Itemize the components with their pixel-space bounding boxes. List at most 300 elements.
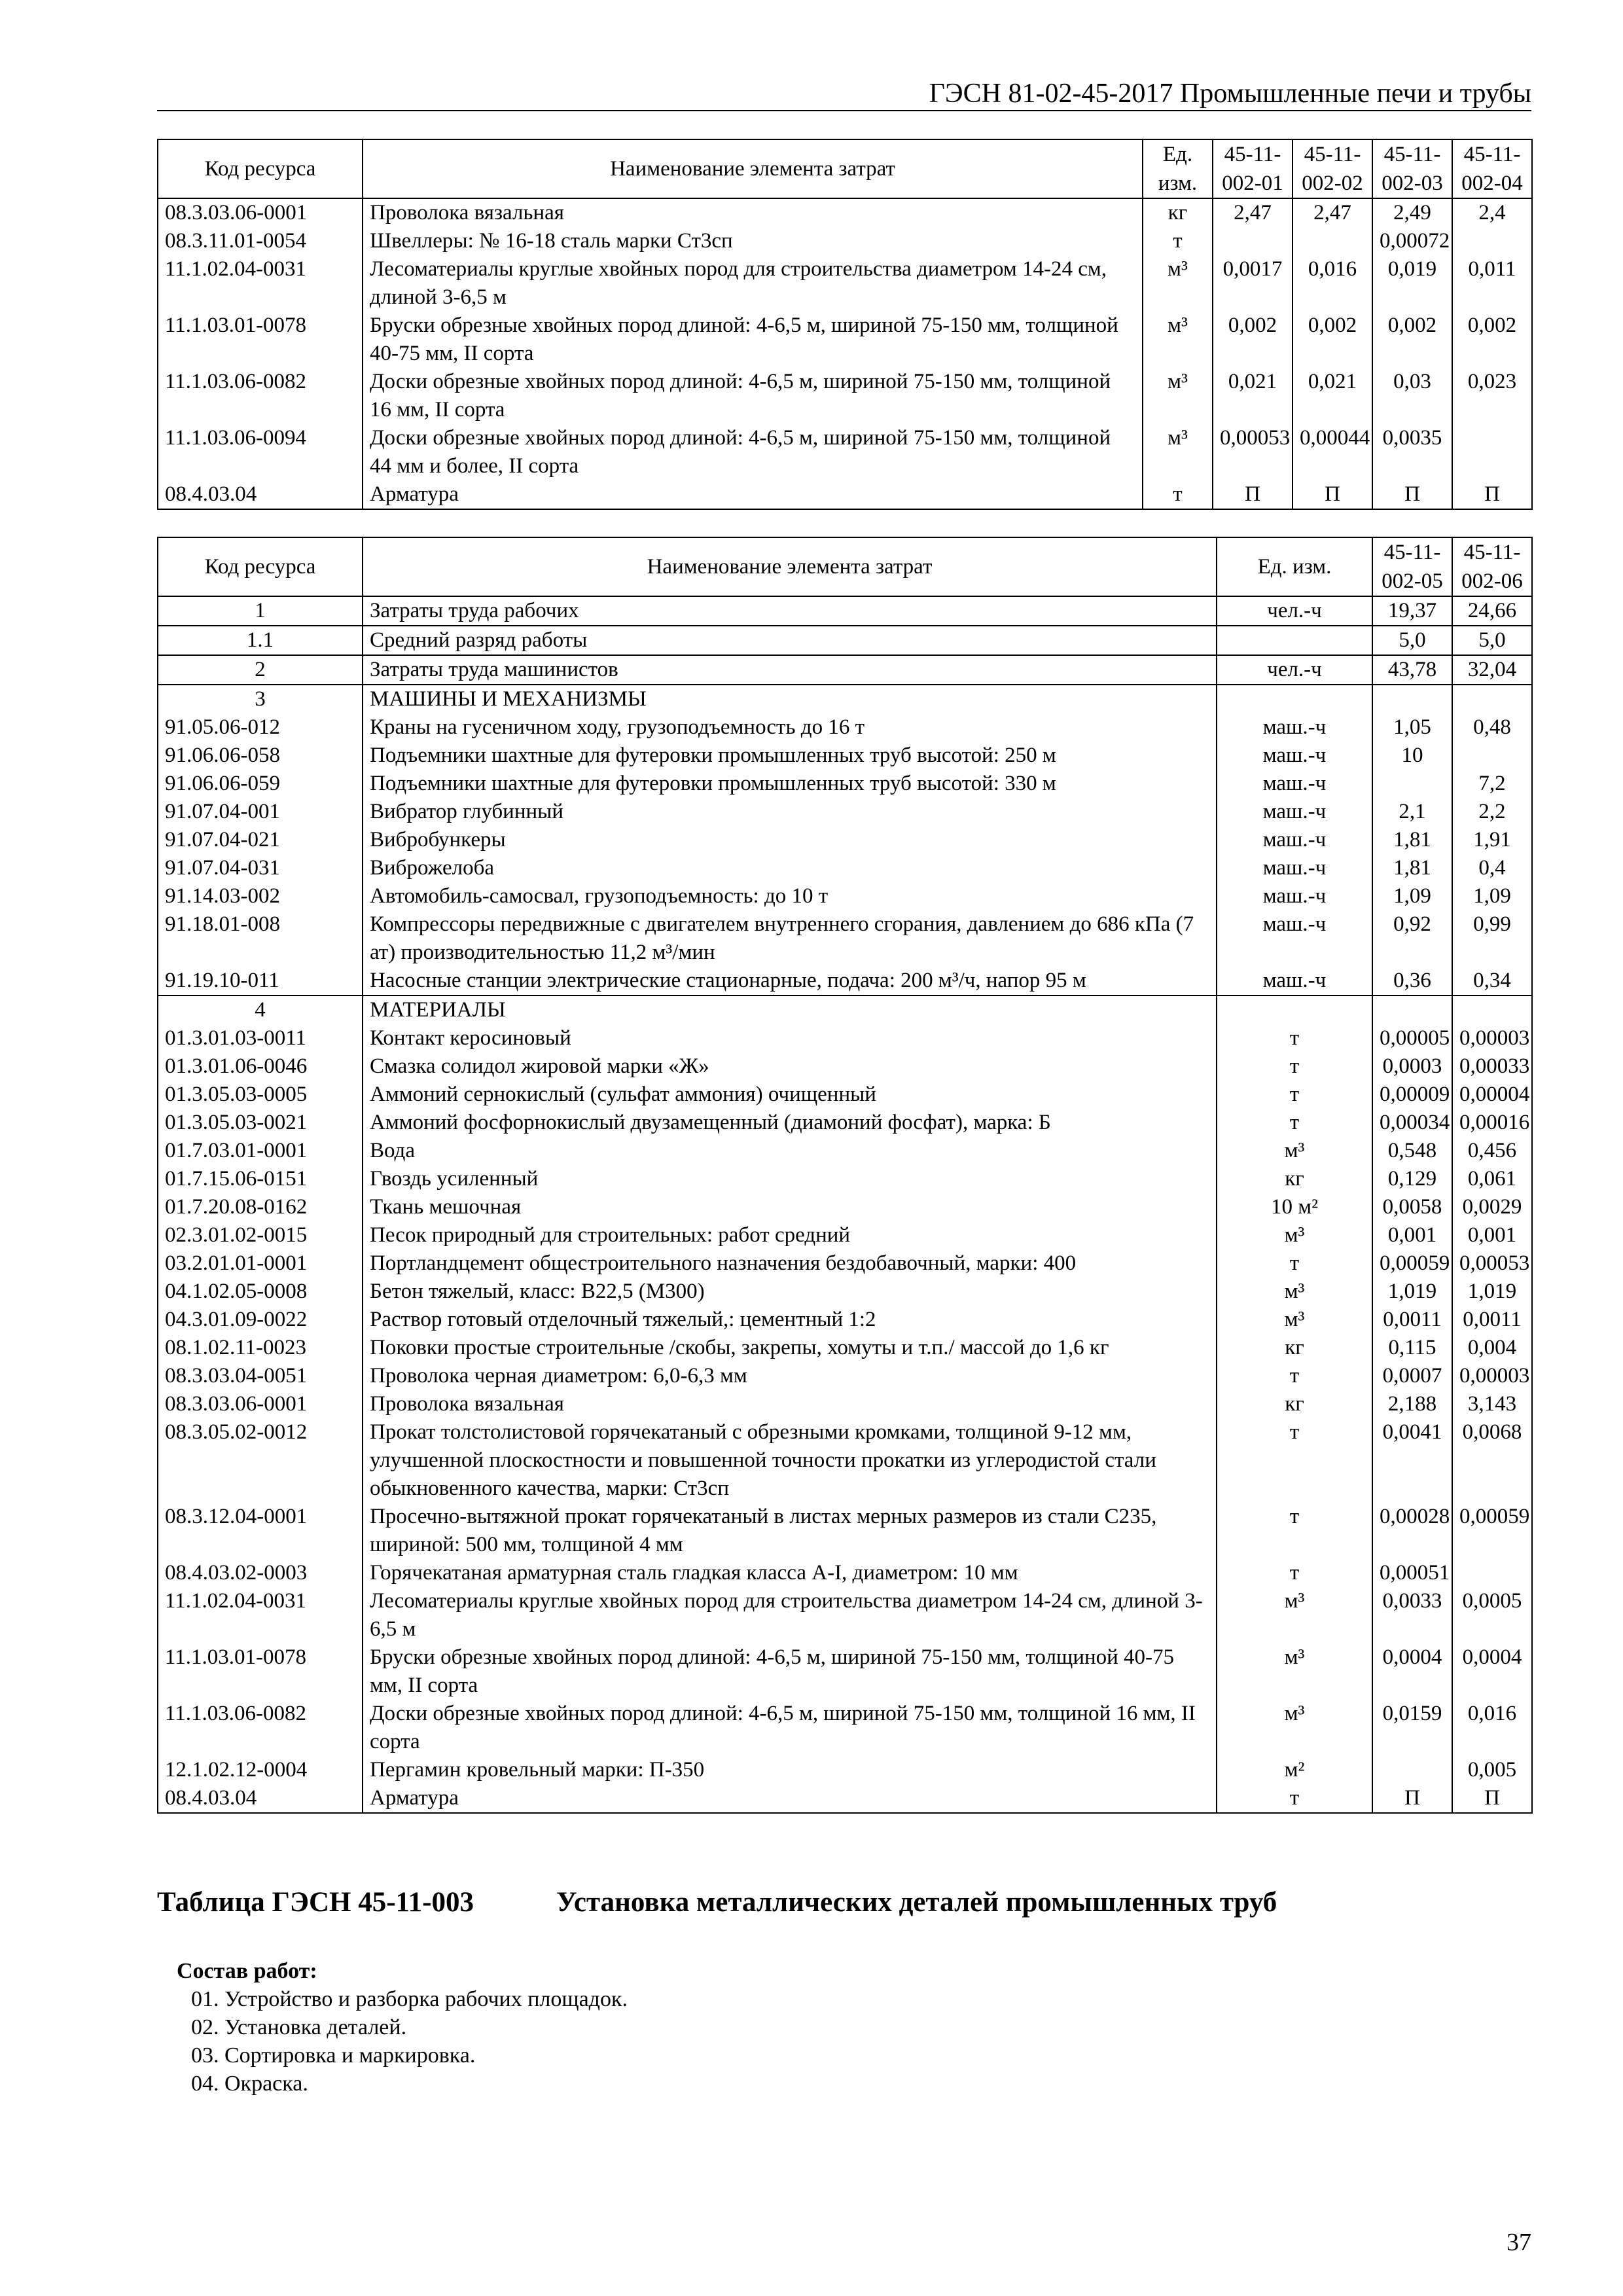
works-item: 04. Окраска.	[191, 2072, 308, 2096]
cell-value	[1213, 227, 1293, 255]
cell-value: 2,47	[1213, 198, 1293, 227]
table-row	[158, 882, 1532, 910]
table-row	[158, 1390, 1532, 1418]
cell-value: 19,37	[1372, 596, 1452, 626]
cell-value: 2,47	[1293, 198, 1372, 227]
cell-value: 0,00053	[1452, 1249, 1532, 1278]
table-row	[158, 1503, 1532, 1559]
cell-value: 0,00005	[1372, 1024, 1452, 1052]
cell-value: 0,016	[1293, 255, 1372, 312]
cell-code: 08.3.12.04-0001	[158, 1503, 363, 1559]
works-item: 03. Сортировка и маркировка.	[191, 2043, 476, 2068]
cell-value: 0,4	[1452, 854, 1532, 882]
cell-value: 0,002	[1213, 312, 1293, 368]
cell-value: 0,0035	[1372, 424, 1452, 480]
cell-value: 0,0017	[1213, 255, 1293, 312]
cell-unit: т	[1217, 1024, 1372, 1052]
table-row	[158, 826, 1532, 854]
table-row	[158, 1334, 1532, 1362]
cell-code: 91.07.04-001	[158, 798, 363, 826]
cell-value: 0,00028	[1372, 1503, 1452, 1559]
cell-value: 0,002	[1293, 312, 1372, 368]
cell-value: 0,00044	[1293, 424, 1372, 480]
cell-value: 0,021	[1213, 368, 1293, 424]
cell-value	[1452, 1559, 1532, 1587]
cell-code: 08.3.03.06-0001	[158, 198, 363, 227]
cell-unit: кг	[1143, 198, 1213, 227]
cell-unit: м³	[1217, 1587, 1372, 1643]
cell-value: 2,1	[1372, 798, 1452, 826]
cell-unit: м³	[1143, 368, 1213, 424]
cell-name: Вибробункеры	[363, 826, 1217, 854]
cell-code: 01.7.20.08-0162	[158, 1193, 363, 1221]
col-header-norm: 45-11-002-04	[1452, 139, 1532, 198]
cell-value: 0,129	[1372, 1165, 1452, 1193]
resource-table-2	[157, 537, 1533, 1814]
cell-value: 2,49	[1372, 198, 1452, 227]
cell-code: 91.05.06-012	[158, 713, 363, 742]
cell-unit: маш.-ч	[1217, 882, 1372, 910]
cell-name: Бетон тяжелый, класс: В22,5 (М300)	[363, 1278, 1217, 1306]
cell-unit: маш.-ч	[1217, 798, 1372, 826]
cell-unit: 10 м²	[1217, 1193, 1372, 1221]
cell-value: 0,00072	[1372, 227, 1452, 255]
cell-value: 0,0159	[1372, 1700, 1452, 1756]
col-header-norm: 45-11-002-02	[1293, 139, 1372, 198]
cell-value: 0,0011	[1372, 1306, 1452, 1334]
cell-name: Контакт керосиновый	[363, 1024, 1217, 1052]
cell-value: 0,0003	[1372, 1052, 1452, 1081]
cell-code: 02.3.01.02-0015	[158, 1221, 363, 1249]
cell-code: 91.07.04-021	[158, 826, 363, 854]
cell-name: Пергамин кровельный марки: П-350	[363, 1756, 1217, 1784]
cell-code: 08.4.03.02-0003	[158, 1559, 363, 1587]
table-code: Таблица ГЭСН 45-11-003	[157, 1887, 474, 1918]
cell-name: Швеллеры: № 16-18 сталь марки Ст3сп	[363, 227, 1143, 255]
cell-name: Бруски обрезные хвойных пород длиной: 4-6,5 м, шириной 75-150 мм, толщиной 40-75 мм, II сорта	[363, 1643, 1217, 1700]
cell-code: 01.3.01.03-0011	[158, 1024, 363, 1052]
empty-cell	[1372, 685, 1452, 713]
cell-value: 0,0029	[1452, 1193, 1532, 1221]
cell-value: 0,0068	[1452, 1418, 1532, 1503]
cell-value: 0,00009	[1372, 1081, 1452, 1109]
cell-name: Песок природный для строительных: работ средний	[363, 1221, 1217, 1249]
table-row	[158, 1700, 1532, 1756]
cell-code: 91.19.10-011	[158, 967, 363, 996]
cell-name: Подъемники шахтные для футеровки промышленных труб высотой: 330 м	[363, 770, 1217, 798]
cell-unit: маш.-ч	[1217, 770, 1372, 798]
empty-cell	[1217, 685, 1372, 713]
cell-name: Краны на гусеничном ходу, грузоподъемность до 16 т	[363, 713, 1217, 742]
cell-unit: чел.-ч	[1217, 655, 1372, 685]
empty-cell	[1217, 996, 1372, 1024]
works-item: 01. Устройство и разборка рабочих площадок.	[191, 1987, 628, 2011]
cell-value: 0,019	[1372, 255, 1452, 312]
header-title: ГЭСН 81-02-45-2017 Промышленные печи и трубы	[929, 79, 1531, 109]
cell-name: Арматура	[363, 480, 1143, 509]
cell-code: 08.3.03.04-0051	[158, 1362, 363, 1390]
cell-value: 1,91	[1452, 826, 1532, 854]
table-row	[158, 910, 1532, 967]
cell-value: 0,002	[1372, 312, 1452, 368]
col-header-code: Код ресурса	[158, 537, 363, 596]
labor-row	[158, 626, 1532, 655]
cell-code: 04.1.02.05-0008	[158, 1278, 363, 1306]
cell-value: 0,004	[1452, 1334, 1532, 1362]
cell-unit: кг	[1217, 1390, 1372, 1418]
cell-name: Доски обрезные хвойных пород длиной: 4-6,5 м, шириной 75-150 мм, толщиной 16 мм, II сорта	[363, 368, 1143, 424]
table-row	[158, 1137, 1532, 1165]
table-row	[158, 1193, 1532, 1221]
cell-unit: м³	[1217, 1137, 1372, 1165]
cell-value: 0,00003	[1452, 1024, 1532, 1052]
cell-value: П	[1372, 480, 1452, 509]
table-row	[158, 1587, 1532, 1643]
table-row	[158, 1362, 1532, 1390]
cell-value: 0,00051	[1372, 1559, 1452, 1587]
empty-cell	[1452, 685, 1532, 713]
col-header-unit: Ед. изм.	[1217, 537, 1372, 596]
cell-name: Доски обрезные хвойных пород длиной: 4-6,5 м, шириной 75-150 мм, толщиной 16 мм, II сорта	[363, 1700, 1217, 1756]
cell-unit: т	[1217, 1362, 1372, 1390]
cell-value	[1372, 1756, 1452, 1784]
cell-unit: маш.-ч	[1217, 967, 1372, 996]
cell-value: П	[1452, 1784, 1532, 1813]
cell-code: 11.1.02.04-0031	[158, 1587, 363, 1643]
section-row	[158, 685, 1532, 713]
col-header-name: Наименование элемента затрат	[363, 537, 1217, 596]
cell-name: Раствор готовый отделочный тяжелый,: цементный 1:2	[363, 1306, 1217, 1334]
cell-code: 11.1.03.06-0082	[158, 1700, 363, 1756]
cell-value: 7,2	[1452, 770, 1532, 798]
cell-value: 0,00033	[1452, 1052, 1532, 1081]
table-row	[158, 967, 1532, 996]
cell-code: 03.2.01.01-0001	[158, 1249, 363, 1278]
cell-unit: маш.-ч	[1217, 826, 1372, 854]
col-header-unit: Ед. изм.	[1143, 139, 1213, 198]
cell-value: 0,0005	[1452, 1587, 1532, 1643]
cell-code: 11.1.02.04-0031	[158, 255, 363, 312]
col-header-norm: 45-11-002-05	[1372, 537, 1452, 596]
cell-code: 11.1.03.01-0078	[158, 312, 363, 368]
cell-value: 1,09	[1452, 882, 1532, 910]
page-number: 37	[1507, 2229, 1531, 2256]
cell-value: 1,81	[1372, 826, 1452, 854]
cell-unit: кг	[1217, 1165, 1372, 1193]
cell-unit: м³	[1217, 1700, 1372, 1756]
section-name: МАТЕРИАЛЫ	[363, 996, 1217, 1024]
cell-unit: м²	[1217, 1756, 1372, 1784]
cell-value: 24,66	[1452, 596, 1532, 626]
section-row	[158, 996, 1532, 1024]
cell-unit	[1217, 626, 1372, 655]
cell-value: П	[1293, 480, 1372, 509]
cell-value: 0,48	[1452, 713, 1532, 742]
cell-name: Средний разряд работы	[363, 626, 1217, 655]
empty-cell	[1372, 996, 1452, 1024]
cell-value: 0,456	[1452, 1137, 1532, 1165]
cell-name: Портландцемент общестроительного назначения бездобавочный, марки: 400	[363, 1249, 1217, 1278]
table-row	[158, 1109, 1532, 1137]
cell-unit: чел.-ч	[1217, 596, 1372, 626]
cell-unit: м³	[1143, 424, 1213, 480]
page-header	[157, 77, 1531, 111]
cell-name: Автомобиль-самосвал, грузоподъемность: до 10 т	[363, 882, 1217, 910]
cell-code: 11.1.03.01-0078	[158, 1643, 363, 1700]
cell-value: 0,0041	[1372, 1418, 1452, 1503]
table-row	[158, 198, 1532, 227]
cell-name: Вода	[363, 1137, 1217, 1165]
cell-code: 91.18.01-008	[158, 910, 363, 967]
table-row	[158, 255, 1532, 312]
section-number: 4	[158, 996, 363, 1024]
cell-code: 08.3.05.02-0012	[158, 1418, 363, 1503]
col-header-code: Код ресурса	[158, 139, 363, 198]
col-header-norm: 45-11-002-06	[1452, 537, 1532, 596]
cell-value: 1,05	[1372, 713, 1452, 742]
cell-code: 01.3.01.06-0046	[158, 1052, 363, 1081]
cell-name: Горячекатаная арматурная сталь гладкая класса А-I, диаметром: 10 мм	[363, 1559, 1217, 1587]
table-row	[158, 480, 1532, 509]
works-composition	[177, 1957, 628, 2098]
cell-name: Бруски обрезные хвойных пород длиной: 4-6,5 м, шириной 75-150 мм, толщиной 40-75 мм, II сорта	[363, 312, 1143, 368]
cell-name: Виброжелоба	[363, 854, 1217, 882]
cell-name: Аммоний сернокислый (сульфат аммония) очищенный	[363, 1081, 1217, 1109]
cell-code: 08.4.03.04	[158, 480, 363, 509]
cell-value: 0,115	[1372, 1334, 1452, 1362]
cell-unit: кг	[1217, 1334, 1372, 1362]
table-row	[158, 1081, 1532, 1109]
cell-name: Смазка солидол жировой марки «Ж»	[363, 1052, 1217, 1081]
section-name: МАШИНЫ И МЕХАНИЗМЫ	[363, 685, 1217, 713]
col-header-name: Наименование элемента затрат	[363, 139, 1143, 198]
cell-value: 0,016	[1452, 1700, 1532, 1756]
cell-name: Ткань мешочная	[363, 1193, 1217, 1221]
cell-value: 0,00053	[1213, 424, 1293, 480]
table-row	[158, 1784, 1532, 1813]
cell-value: 32,04	[1452, 655, 1532, 685]
table-row	[158, 1559, 1532, 1587]
cell-value: 2,188	[1372, 1390, 1452, 1418]
cell-name: Лесоматериалы круглые хвойных пород для строительства диаметром 14-24 см, длиной 3-6,5 м	[363, 1587, 1217, 1643]
cell-value: 0,03	[1372, 368, 1452, 424]
cell-code: 08.3.11.01-0054	[158, 227, 363, 255]
cell-value: 0,34	[1452, 967, 1532, 996]
cell-value: 1,019	[1372, 1278, 1452, 1306]
cell-unit: т	[1217, 1052, 1372, 1081]
cell-unit: т	[1217, 1503, 1372, 1559]
cell-value: 0,0004	[1452, 1643, 1532, 1700]
table-row	[158, 1643, 1532, 1700]
cell-value: 2,4	[1452, 198, 1532, 227]
table-row	[158, 368, 1532, 424]
cell-unit: т	[1217, 1249, 1372, 1278]
table-row	[158, 312, 1532, 368]
cell-value: 0,061	[1452, 1165, 1532, 1193]
cell-code: 91.07.04-031	[158, 854, 363, 882]
cell-code: 2	[158, 655, 363, 685]
cell-value: 0,021	[1293, 368, 1372, 424]
cell-name: Лесоматериалы круглые хвойных пород для строительства диаметром 14-24 см, длиной 3-6,5 м	[363, 255, 1143, 312]
empty-cell	[1452, 996, 1532, 1024]
cell-value: 10	[1372, 742, 1452, 770]
cell-value: 0,002	[1452, 312, 1532, 368]
cell-value: П	[1213, 480, 1293, 509]
cell-code: 08.4.03.04	[158, 1784, 363, 1813]
table-row	[158, 798, 1532, 826]
table-row	[158, 742, 1532, 770]
labor-row	[158, 596, 1532, 626]
col-header-norm: 45-11-002-03	[1372, 139, 1452, 198]
cell-unit: м³	[1143, 255, 1213, 312]
table-row	[158, 1165, 1532, 1193]
cell-name: Затраты труда рабочих	[363, 596, 1217, 626]
cell-name: Доски обрезные хвойных пород длиной: 4-6,5 м, шириной 75-150 мм, толщиной 44 мм и более, II сорта	[363, 424, 1143, 480]
table-row	[158, 1052, 1532, 1081]
cell-name: Гвоздь усиленный	[363, 1165, 1217, 1193]
cell-value: 0,548	[1372, 1137, 1452, 1165]
cell-name: Насосные станции электрические стационарные, подача: 200 м³/ч, напор 95 м	[363, 967, 1217, 996]
cell-value: 0,99	[1452, 910, 1532, 967]
cell-code: 11.1.03.06-0082	[158, 368, 363, 424]
cell-code: 12.1.02.12-0004	[158, 1756, 363, 1784]
cell-value: 0,001	[1372, 1221, 1452, 1249]
cell-value: 2,2	[1452, 798, 1532, 826]
cell-name: Просечно-вытяжной прокат горячекатаный в листах мерных размеров из стали С235, шириной: 500 мм, толщиной 4 мм	[363, 1503, 1217, 1559]
table-row	[158, 1249, 1532, 1278]
cell-unit: м³	[1217, 1306, 1372, 1334]
cell-name: Аммоний фосфорнокислый двузамещенный (диамоний фосфат), марка: Б	[363, 1109, 1217, 1137]
cell-value: 0,36	[1372, 967, 1452, 996]
cell-value	[1452, 742, 1532, 770]
cell-value: 0,023	[1452, 368, 1532, 424]
table-body	[158, 596, 1532, 1813]
table-row	[158, 1418, 1532, 1503]
cell-name: Подъемники шахтные для футеровки промышленных труб высотой: 250 м	[363, 742, 1217, 770]
cell-value: 0,0011	[1452, 1306, 1532, 1334]
cell-value: 1,09	[1372, 882, 1452, 910]
table-row	[158, 1756, 1532, 1784]
cell-value: 1,019	[1452, 1278, 1532, 1306]
cell-value: 0,00016	[1452, 1109, 1532, 1137]
cell-unit: м³	[1217, 1643, 1372, 1700]
cell-unit: т	[1143, 480, 1213, 509]
cell-value: 1,81	[1372, 854, 1452, 882]
cell-name: Вибратор глубинный	[363, 798, 1217, 826]
cell-value	[1293, 227, 1372, 255]
works-list	[177, 1985, 628, 2098]
cell-name: Поковки простые строительные /скобы, закрепы, хомуты и т.п./ массой до 1,6 кг	[363, 1334, 1217, 1362]
cell-name: Прокат толстолистовой горячекатаный с обрезными кромками, толщиной 9-12 мм, улучшенной плоскостности и повышенной точности прокатки из углеродистой стали обыкновенного качества, марки: Ст3сп	[363, 1418, 1217, 1503]
table-body	[158, 198, 1532, 509]
cell-code: 01.7.03.01-0001	[158, 1137, 363, 1165]
cell-value: 0,005	[1452, 1756, 1532, 1784]
cell-unit: маш.-ч	[1217, 854, 1372, 882]
cell-value: 0,011	[1452, 255, 1532, 312]
resource-table-1	[157, 139, 1533, 510]
cell-value	[1452, 424, 1532, 480]
labor-row	[158, 655, 1532, 685]
cell-name: Проволока вязальная	[363, 1390, 1217, 1418]
cell-value: 0,92	[1372, 910, 1452, 967]
cell-unit: т	[1217, 1559, 1372, 1587]
cell-code: 08.1.02.11-0023	[158, 1334, 363, 1362]
cell-code: 91.06.06-058	[158, 742, 363, 770]
section-number: 3	[158, 685, 363, 713]
cell-value: 0,0058	[1372, 1193, 1452, 1221]
cell-unit: маш.-ч	[1217, 742, 1372, 770]
cell-name: Арматура	[363, 1784, 1217, 1813]
table-name: Установка металлических деталей промышленных труб	[556, 1887, 1277, 1918]
cell-value: 0,00059	[1372, 1249, 1452, 1278]
cell-value: 0,00034	[1372, 1109, 1452, 1137]
col-header-norm: 45-11-002-01	[1213, 139, 1293, 198]
cell-code: 11.1.03.06-0094	[158, 424, 363, 480]
table-row	[158, 770, 1532, 798]
cell-name: Проволока черная диаметром: 6,0-6,3 мм	[363, 1362, 1217, 1390]
cell-unit: т	[1217, 1081, 1372, 1109]
cell-value: 0,001	[1452, 1221, 1532, 1249]
table-row	[158, 1306, 1532, 1334]
cell-unit: т	[1217, 1109, 1372, 1137]
table-row	[158, 1024, 1532, 1052]
cell-unit: маш.-ч	[1217, 910, 1372, 967]
cell-unit: м³	[1143, 312, 1213, 368]
cell-code: 01.3.05.03-0021	[158, 1109, 363, 1137]
table-row	[158, 424, 1532, 480]
cell-value: 0,0007	[1372, 1362, 1452, 1390]
cell-unit: т	[1217, 1784, 1372, 1813]
cell-code: 1	[158, 596, 363, 626]
cell-code: 01.7.15.06-0151	[158, 1165, 363, 1193]
cell-unit: маш.-ч	[1217, 713, 1372, 742]
cell-value: 0,0033	[1372, 1587, 1452, 1643]
works-item: 02. Установка деталей.	[191, 2015, 407, 2039]
cell-value: П	[1452, 480, 1532, 509]
cell-value: 5,0	[1452, 626, 1532, 655]
cell-code: 08.3.03.06-0001	[158, 1390, 363, 1418]
cell-value: 0,00059	[1452, 1503, 1532, 1559]
works-heading: Состав работ:	[177, 1959, 317, 1983]
cell-name: Компрессоры передвижные с двигателем внутреннего сгорания, давлением до 686 кПа (7 ат) производительностью 11,2 м³/мин	[363, 910, 1217, 967]
cell-value: 5,0	[1372, 626, 1452, 655]
table-row	[158, 713, 1532, 742]
cell-code: 01.3.05.03-0005	[158, 1081, 363, 1109]
cell-value: П	[1372, 1784, 1452, 1813]
cell-name: Проволока вязальная	[363, 198, 1143, 227]
table-row	[158, 1278, 1532, 1306]
cell-unit: м³	[1217, 1278, 1372, 1306]
table-header-row	[158, 139, 1532, 198]
table-row	[158, 227, 1532, 255]
cell-code: 91.06.06-059	[158, 770, 363, 798]
cell-value: 3,143	[1452, 1390, 1532, 1418]
cell-code: 91.14.03-002	[158, 882, 363, 910]
table-row	[158, 1221, 1532, 1249]
cell-value: 0,00003	[1452, 1362, 1532, 1390]
cell-unit: т	[1143, 227, 1213, 255]
cell-unit: т	[1217, 1418, 1372, 1503]
table-header-row	[158, 537, 1532, 596]
cell-name: Затраты труда машинистов	[363, 655, 1217, 685]
cell-value: 0,0004	[1372, 1643, 1452, 1700]
cell-code: 1.1	[158, 626, 363, 655]
cell-value	[1372, 770, 1452, 798]
table-row	[158, 854, 1532, 882]
cell-unit: м³	[1217, 1221, 1372, 1249]
cell-value: 0,00004	[1452, 1081, 1532, 1109]
cell-code: 04.3.01.09-0022	[158, 1306, 363, 1334]
